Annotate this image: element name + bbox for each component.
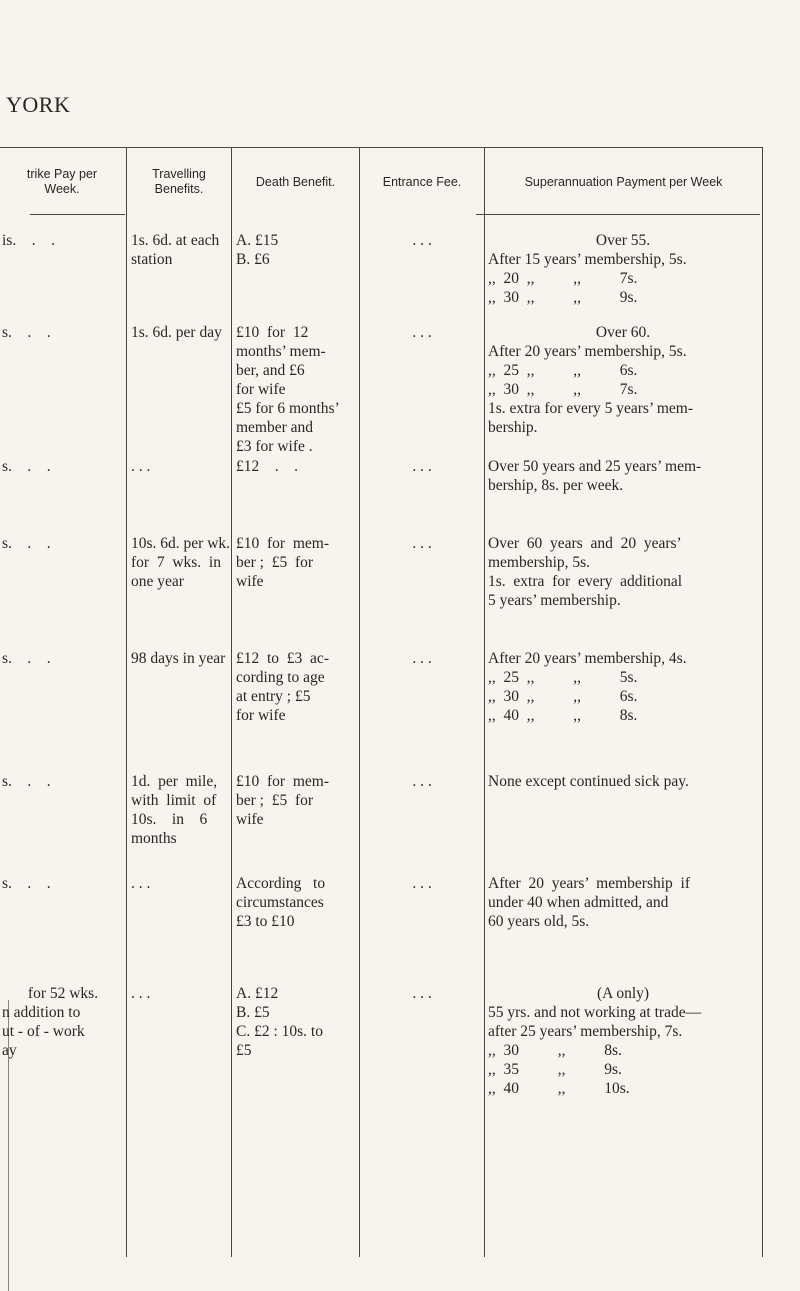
cell-super	[488, 457, 758, 495]
cell-line: s. . .	[2, 535, 51, 552]
cell-line: A. £15	[236, 232, 279, 249]
column-divider-1	[126, 147, 127, 1257]
cell-entrance	[360, 649, 484, 668]
cell-line: ,, 30 ,, ,, 6s.	[488, 688, 638, 705]
table-top-rule	[0, 147, 762, 148]
cell-line: cording to age	[236, 669, 325, 686]
cell-line: . . .	[412, 232, 432, 249]
cell-strike	[2, 649, 124, 668]
cell-line: 5 years’ membership.	[488, 592, 621, 609]
cell-entrance	[360, 874, 484, 893]
cell-line: . . .	[131, 875, 151, 892]
column-divider-right	[762, 147, 763, 1257]
header-rule-right	[476, 214, 760, 215]
cell-super	[488, 534, 758, 610]
cell-line: ,, 25 ,, ,, 6s.	[488, 362, 638, 379]
cell-line: s. . .	[2, 773, 51, 790]
cell-line: 1s. 6d. per day	[131, 324, 222, 341]
cell-travel	[131, 323, 229, 342]
cell-line: C. £2 : 10s. to	[236, 1023, 323, 1040]
cell-line: £10 for mem-	[236, 535, 329, 552]
cell-super	[488, 874, 758, 931]
cell-line: ,, 40 ,, 10s.	[488, 1080, 630, 1097]
cell-line: under 40 when admitted, and	[488, 894, 669, 911]
cell-line: membership, 5s.	[488, 554, 591, 571]
cell-line: B. £6	[236, 251, 270, 268]
cell-line: . . .	[412, 985, 432, 1002]
cell-line: After 20 years’ membership if	[488, 875, 691, 892]
header-travelling	[127, 160, 231, 204]
cell-line: circumstances	[236, 894, 324, 911]
page-heading: YORK	[6, 92, 71, 117]
cell-travel	[131, 457, 229, 476]
cell-super	[488, 649, 758, 725]
cell-strike	[2, 457, 124, 476]
cell-death	[236, 231, 356, 269]
cell-line: B. £5	[236, 1004, 270, 1021]
cell-entrance	[360, 772, 484, 791]
cell-line: 1s. 6d. at each	[131, 232, 220, 249]
column-divider-2	[231, 147, 232, 1257]
cell-line: ay	[2, 1042, 17, 1059]
cell-line: s. . .	[2, 458, 51, 475]
cell-line: Over 50 years and 25 years’ mem-	[488, 458, 702, 475]
cell-line: wife	[236, 811, 264, 828]
cell-entrance	[360, 984, 484, 1003]
cell-line: . . .	[412, 773, 432, 790]
cell-line: . . .	[412, 650, 432, 667]
cell-strike	[2, 534, 124, 553]
cell-line: None except continued sick pay.	[488, 773, 689, 790]
header-entrance-label: Entrance Fee.	[382, 174, 462, 189]
cell-travel	[131, 874, 229, 893]
cell-travel	[131, 231, 229, 269]
cell-line: £10 for mem-	[236, 773, 329, 790]
cell-line: 1s. extra for every 5 years’ mem-	[488, 400, 693, 417]
cell-death	[236, 984, 356, 1060]
cell-line: . . .	[412, 535, 432, 552]
cell-line: Over 60 years and 20 years’	[488, 535, 682, 552]
cell-entrance	[360, 323, 484, 342]
cell-line: £12 . .	[236, 458, 298, 475]
cell-line: for wife	[236, 707, 286, 724]
cell-line: 60 years old, 5s.	[488, 913, 590, 930]
cell-super	[488, 772, 758, 791]
header-travelling-line2: Benefits.	[154, 182, 204, 196]
cell-travel	[131, 649, 229, 668]
cell-line: . . .	[131, 985, 151, 1002]
header-entrance	[360, 160, 484, 204]
cell-entrance	[360, 457, 484, 476]
cell-line: Over 55.	[595, 232, 651, 249]
cell-line: After 15 years’ membership, 5s.	[488, 251, 687, 268]
cell-line: n addition to	[2, 1004, 81, 1021]
cell-travel	[131, 534, 229, 591]
column-divider-4	[484, 147, 485, 1257]
cell-line: . . .	[412, 324, 432, 341]
cell-strike	[2, 874, 124, 893]
cell-death	[236, 649, 356, 725]
header-strike-pay	[0, 160, 124, 204]
cell-line: ,, 25 ,, ,, 5s.	[488, 669, 638, 686]
cell-line: is. . .	[2, 232, 55, 249]
cell-super	[488, 323, 758, 437]
cell-line: ,, 30 ,, ,, 7s.	[488, 381, 638, 398]
cell-line: station	[131, 251, 173, 268]
cell-line: for 52 wks.	[27, 985, 99, 1002]
cell-line: with limit of	[131, 792, 217, 809]
cell-travel	[131, 772, 229, 848]
cell-line: bership, 8s. per week.	[488, 477, 624, 494]
cell-death	[236, 457, 356, 476]
cell-line: ,, 40 ,, ,, 8s.	[488, 707, 638, 724]
cell-entrance	[360, 534, 484, 553]
cell-line: after 25 years’ membership, 7s.	[488, 1023, 683, 1040]
cell-line: £5	[236, 1042, 252, 1059]
cell-line: for 7 wks. in	[131, 554, 221, 571]
header-strike-pay-line1: trike Pay per	[26, 167, 98, 181]
cell-line: 1d. per mile,	[131, 773, 218, 790]
header-death	[232, 160, 359, 204]
cell-strike	[2, 231, 124, 250]
cell-line: £5 for 6 months’	[236, 400, 340, 417]
cell-line: for wife	[236, 381, 286, 398]
cell-death	[236, 323, 356, 456]
cell-line: ,, 30 ,, 8s.	[488, 1042, 622, 1059]
cell-strike	[2, 772, 124, 791]
cell-line: months	[131, 830, 177, 847]
cell-death	[236, 534, 356, 591]
cell-line: After 20 years’ membership, 5s.	[488, 343, 687, 360]
cell-line: . . .	[412, 458, 432, 475]
cell-strike	[2, 984, 124, 1060]
cell-line: ber, and £6	[236, 362, 305, 379]
cell-line: After 20 years’ membership, 4s.	[488, 650, 687, 667]
column-divider-3	[359, 147, 360, 1257]
cell-line: s. . .	[2, 875, 51, 892]
cell-line: £3 for wife .	[236, 438, 313, 455]
cell-travel	[131, 984, 229, 1003]
cell-line: bership.	[488, 419, 538, 436]
cell-line: £12 to £3 ac-	[236, 650, 329, 667]
header-superannuation-label: Superannuation Payment per Week	[524, 174, 723, 189]
cell-line: ut - of - work	[2, 1023, 85, 1040]
cell-line: ,, 35 ,, 9s.	[488, 1061, 622, 1078]
cell-super	[488, 231, 758, 307]
cell-line: ber ; £5 for	[236, 792, 314, 809]
cell-line: ,, 30 ,, ,, 9s.	[488, 289, 638, 306]
cell-death	[236, 772, 356, 829]
cell-strike	[2, 323, 124, 342]
cell-line: s. . .	[2, 650, 51, 667]
header-rule-left	[30, 214, 125, 215]
cell-line: (A only)	[596, 985, 650, 1002]
cell-line: . . .	[131, 458, 151, 475]
cell-line: A. £12	[236, 985, 279, 1002]
cell-line: at entry ; £5	[236, 688, 311, 705]
cell-line: £3 to £10	[236, 913, 295, 930]
cell-line: 1s. extra for every additional	[488, 573, 683, 590]
cell-line: s. . .	[2, 324, 51, 341]
header-strike-pay-line2: Week.	[44, 182, 80, 196]
cell-death	[236, 874, 356, 931]
cell-line: According to	[236, 875, 326, 892]
cell-line: 10s. 6d. per wk.	[131, 535, 231, 552]
cell-line: . . .	[412, 875, 432, 892]
header-travelling-line1: Travelling	[152, 167, 206, 181]
cell-line: ber ; £5 for	[236, 554, 314, 571]
cell-entrance	[360, 231, 484, 250]
cell-line: months’ mem-	[236, 343, 326, 360]
cell-super	[488, 984, 758, 1098]
cell-line: Over 60.	[595, 324, 651, 341]
cell-line: £10 for 12	[236, 324, 309, 341]
header-death-label: Death Benefit.	[255, 174, 336, 189]
cell-line: one year	[131, 573, 184, 590]
cell-line: 10s. in 6	[131, 811, 208, 828]
header-superannuation	[485, 160, 762, 204]
cell-line: ,, 20 ,, ,, 7s.	[488, 270, 638, 287]
cell-line: wife	[236, 573, 264, 590]
cell-line: 98 days in year	[131, 650, 226, 667]
cell-line: member and	[236, 419, 314, 436]
cell-line: 55 yrs. and not working at trade—	[488, 1004, 702, 1021]
